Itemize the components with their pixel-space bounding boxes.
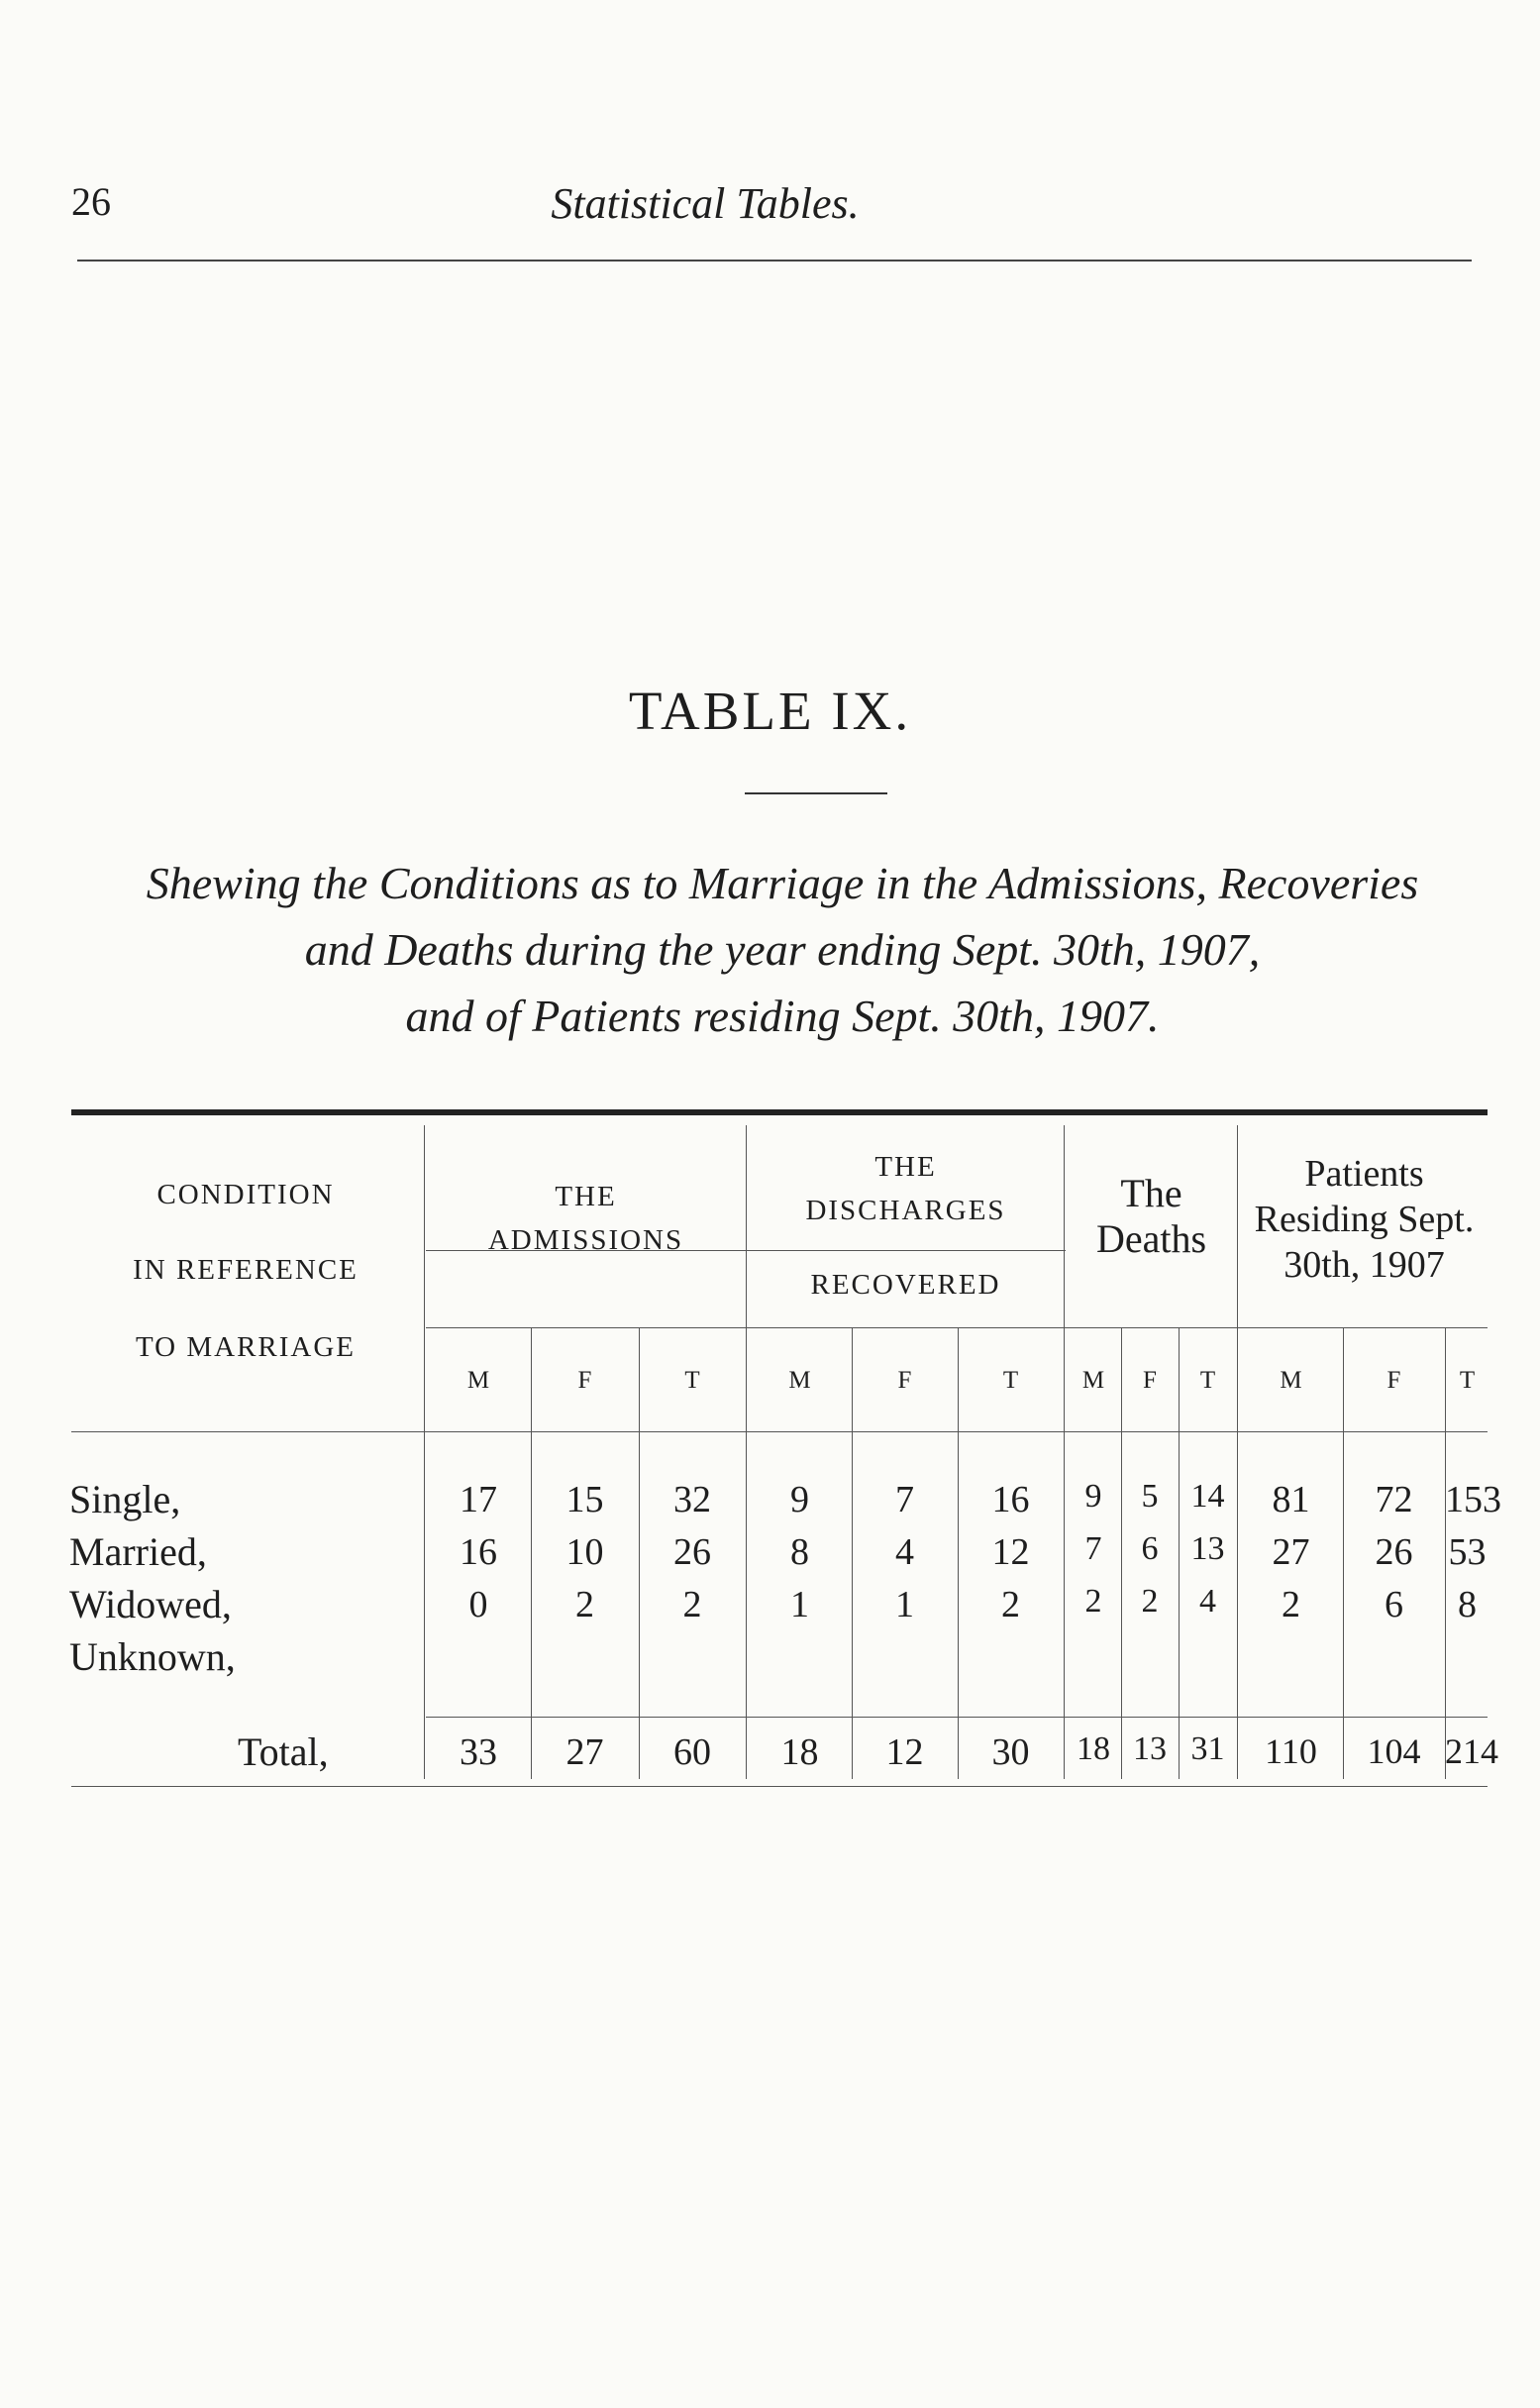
table-cell: 6	[1385, 1584, 1403, 1625]
total-cell: 214	[1445, 1731, 1498, 1771]
subheader-cell: M	[466, 1367, 490, 1394]
table-cell: 81	[1272, 1479, 1310, 1520]
group-header-patients	[1239, 1151, 1489, 1288]
table-cell: 153	[1445, 1479, 1501, 1520]
table-cell: 2	[682, 1584, 702, 1625]
table-cell: 9	[1084, 1478, 1102, 1515]
table-cell: 17	[460, 1479, 497, 1520]
condition-header: TO MARRIAGE	[135, 1331, 357, 1363]
table-cell: 2	[1084, 1583, 1102, 1620]
caption-line: and Deaths during the year ending Sept. 30th, 1907,	[304, 924, 1261, 975]
group-header-line: Residing Sept.	[1254, 1199, 1475, 1240]
total-cell: 18	[780, 1731, 819, 1773]
subheader-cell: T	[1459, 1367, 1476, 1394]
table-cell: 5	[1141, 1478, 1159, 1515]
group-header-deaths	[1066, 1171, 1237, 1262]
table-cell: 7	[1084, 1530, 1102, 1567]
table-cell: 10	[565, 1531, 604, 1573]
group-header-line: 30th, 1907	[1283, 1244, 1445, 1286]
table-cell: 0	[468, 1584, 488, 1625]
total-cell: 30	[991, 1731, 1030, 1773]
group-header-line: DISCHARGES	[805, 1195, 1006, 1226]
table-cell: 7	[895, 1479, 914, 1520]
subheader-cell: M	[1280, 1367, 1302, 1394]
table-cell: 1	[790, 1584, 809, 1625]
table-cell: 13	[1190, 1530, 1225, 1567]
title-rule	[745, 792, 887, 794]
page-number: 26	[71, 179, 111, 224]
table-cell: 16	[991, 1479, 1030, 1520]
group-header-discharges	[748, 1145, 1064, 1232]
row-label-total: Total,	[238, 1729, 329, 1774]
total-cell: 13	[1133, 1730, 1167, 1767]
table-cell: 72	[1375, 1479, 1413, 1520]
column-rule	[1237, 1125, 1238, 1779]
condition-header: IN REFERENCE	[133, 1254, 359, 1286]
subheader-top-rule	[426, 1327, 1488, 1328]
group-header-line: Deaths	[1095, 1216, 1207, 1261]
subheader-cell: F	[1143, 1367, 1157, 1394]
group-header-line: THE	[874, 1151, 937, 1183]
table-cell: 26	[673, 1531, 711, 1573]
table-cell: 26	[1375, 1531, 1413, 1573]
running-head	[71, 170, 1478, 230]
row-label-married: Married,	[69, 1529, 207, 1574]
table-cell: 27	[1272, 1531, 1310, 1573]
table-cell: 16	[460, 1531, 497, 1573]
subheader-cell: T	[1199, 1367, 1216, 1394]
table-cell: 2	[1282, 1584, 1300, 1625]
total-cell: 104	[1367, 1731, 1421, 1771]
group-subheader-recovered: RECOVERED	[810, 1269, 1001, 1301]
group-header-line: Patients	[1304, 1153, 1424, 1195]
total-cell: 33	[460, 1731, 497, 1773]
total-cell: 110	[1265, 1731, 1317, 1771]
group-header-admissions	[426, 1175, 746, 1262]
caption-line: and of Patients residing Sept. 30th, 1907.	[405, 991, 1160, 1041]
table-cell: 9	[790, 1479, 809, 1520]
subheader-cell: F	[897, 1367, 912, 1394]
table-cell: 4	[1199, 1583, 1216, 1620]
table-cell: 2	[1141, 1583, 1159, 1620]
table-cell: 53	[1448, 1531, 1487, 1573]
table-title: TABLE IX.	[628, 681, 912, 741]
table-cell: 32	[673, 1479, 711, 1520]
caption-line: Shewing the Conditions as to Marriage in the Admissions, Recoveries	[146, 858, 1419, 908]
group-header-line: ADMISSIONS	[487, 1224, 684, 1256]
table-top-rule	[71, 1109, 1488, 1115]
subheader-cell: T	[684, 1367, 700, 1394]
table-cell: 14	[1190, 1478, 1225, 1515]
table-cell: 2	[1001, 1584, 1020, 1625]
row-label-unknown: Unknown,	[69, 1634, 236, 1679]
table-cell: 8	[1458, 1584, 1477, 1625]
row-label-single: Single,	[69, 1477, 181, 1521]
total-cell: 12	[885, 1731, 924, 1773]
subheader-cell: F	[1386, 1367, 1401, 1394]
condition-header: CONDITION	[156, 1179, 335, 1210]
column-rule	[1064, 1125, 1065, 1779]
total-cell: 18	[1077, 1730, 1110, 1767]
table-cell: 12	[991, 1531, 1030, 1573]
header-bottom-rule	[71, 1431, 1488, 1432]
table-cell: 4	[895, 1531, 914, 1573]
group-header-line: THE	[555, 1181, 617, 1212]
table-cell: 8	[790, 1531, 809, 1573]
table-cell: 6	[1141, 1530, 1159, 1567]
running-title: Statistical Tables.	[551, 179, 860, 228]
subheader-cell: T	[1002, 1367, 1019, 1394]
row-label-widowed: Widowed,	[69, 1582, 232, 1626]
table-cell: 15	[565, 1479, 604, 1520]
table-bottom-rule	[71, 1786, 1488, 1787]
subheader-cell: M	[1081, 1367, 1105, 1394]
table-cell: 2	[575, 1584, 594, 1625]
column-rule	[424, 1125, 425, 1779]
column-rule	[746, 1125, 747, 1779]
header-rule	[77, 260, 1472, 262]
subheader-cell: F	[577, 1367, 592, 1394]
table-cell: 1	[895, 1584, 914, 1625]
table-caption	[59, 850, 1505, 1049]
total-cell: 31	[1190, 1730, 1225, 1767]
subheader-cell: M	[788, 1367, 811, 1394]
total-top-rule	[426, 1717, 1488, 1718]
total-cell: 27	[565, 1731, 604, 1773]
group-header-line: The	[1120, 1171, 1182, 1215]
total-cell: 60	[673, 1731, 711, 1773]
